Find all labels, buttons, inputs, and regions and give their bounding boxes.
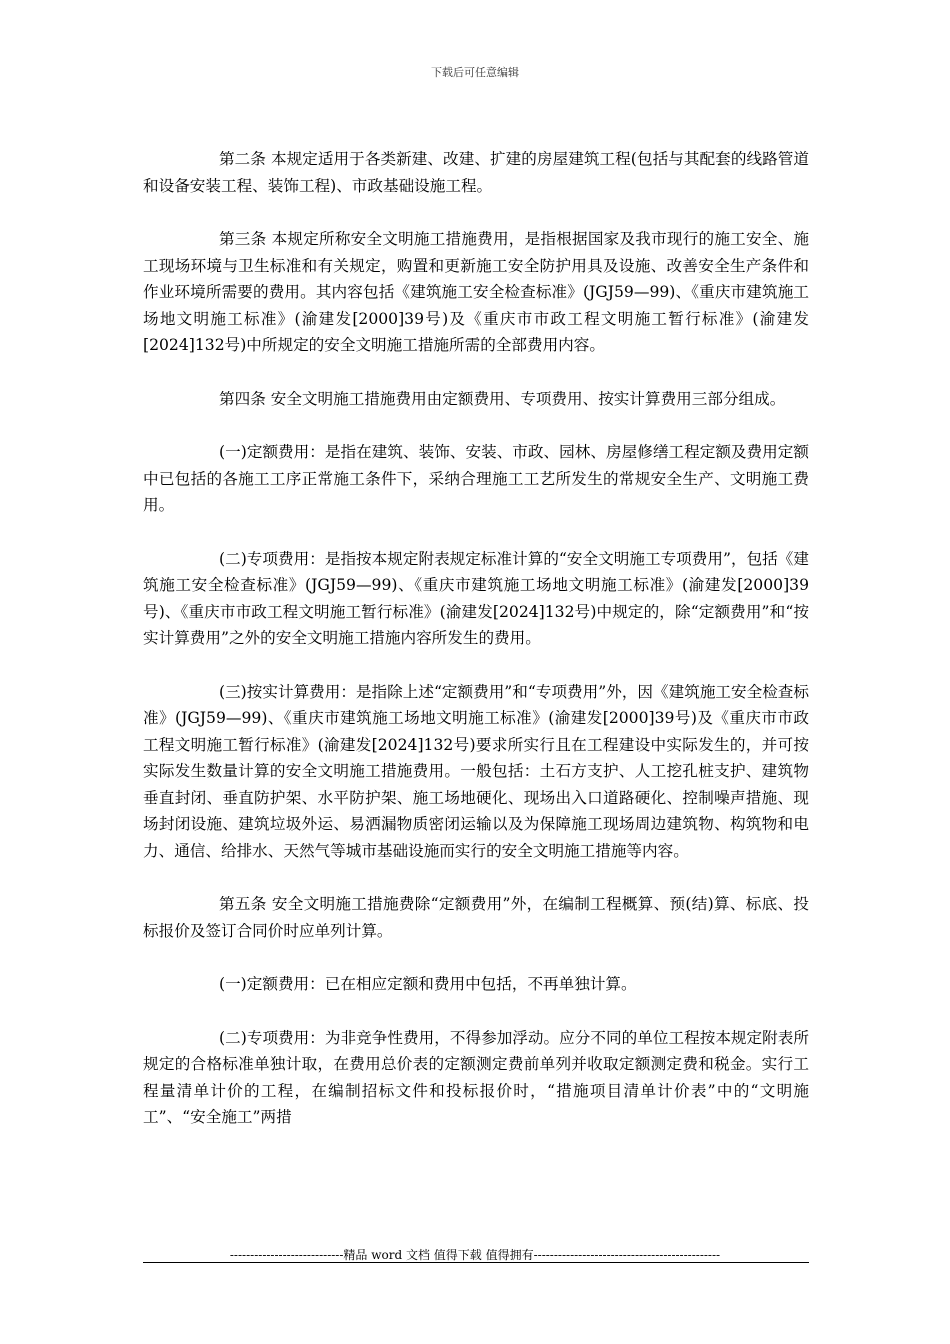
paragraph-article-4-item-1: (一)定额费用：是指在建筑、装饰、安装、市政、园林、房屋修缮工程定额及费用定额中已包括的各施工工序正常施工条件下，采纳合理施工工艺所发生的常规安全生产、文明施工费用。 xyxy=(143,443,809,514)
paragraph-article-5-item-2: (二)专项费用：为非竞争性费用，不得参加浮动。应分不同的单位工程按本规定附表所规定的合格标准单独计取，在费用总价表的定额测定费前单列并收取定额测定费和税金。实行工程量清单计价的工程，在编制招标文件和投标报价时，“措施项目清单计价表”中的“文明施工”、“安全施工”两措 xyxy=(143,1028,809,1126)
document-body xyxy=(143,146,809,1158)
paragraph-article-4-item-3: (三)按实计算费用：是指除上述“定额费用”和“专项费用”外，因《建筑施工安全检查标准》(JGJ59—99)、《重庆市建筑施工场地文明施工标准》(渝建发[2000]39号)及《重庆市市政工程文明施工暂行标准》(渝建发[2024]132号)要求所实行且在工程建设中实际发生的，并可按实际发生数量计算的安全文明施工措施费用。一般包括：土石方支护、人工挖孔桩支护、建筑物垂直封闭、垂直防护架、水平防护架、施工场地硬化、现场出入口道路硬化、控制噪声措施、现场封闭设施、建筑垃圾外运、易洒漏物质密闭运输以及为保障施工现场周边建筑物、构筑物和电力、通信、给排水、天然气等城市基础设施而实行的安全文明施工措施等内容。 xyxy=(143,682,809,860)
paragraph-article-5-item-1: (一)定额费用：已在相应定额和费用中包括，不再单独计算。 xyxy=(219,975,637,993)
page-footer: ----------------------------精品 word 文档 值得下载 值得拥有---------------------------------------------- xyxy=(229,1248,721,1262)
page-header: 下载后可任意编辑 xyxy=(431,66,519,79)
paragraph-article-4: 第四条 安全文明施工措施费用由定额费用、专项费用、按实计算费用三部分组成。 xyxy=(219,389,786,408)
paragraph-article-3: 第三条 本规定所称安全文明施工措施费用，是指根据国家及我市现行的施工安全、施工现场环境与卫生标准和有关规定，购置和更新施工安全防护用具及设施、改善安全生产条件和作业环境所需要的费用。其内容包括《建筑施工安全检查标准》(JGJ59—99)、《重庆市建筑施工场地文明施工标准》(渝建发[2000]39号)及《重庆市市政工程文明施工暂行标准》(渝建发[2024]132号)中所规定的安全文明施工措施所需的全部费用内容。 xyxy=(143,230,809,354)
paragraph-article-4-item-2: (二)专项费用：是指按本规定附表规定标准计算的“安全文明施工专项费用”，包括《建筑施工安全检查标准》(JGJ59—99)、《重庆市建筑施工场地文明施工标准》(渝建发[2000]39号)、《重庆市市政工程文明施工暂行标准》(渝建发[2024]132号)中规定的，除“定额费用”和“按实计算费用”之外的安全文明施工措施内容所发生的费用。 xyxy=(143,549,809,647)
paragraph-article-2: 第二条 本规定适用于各类新建、改建、扩建的房屋建筑工程(包括与其配套的线路管道和设备安装工程、装饰工程)、市政基础设施工程。 xyxy=(143,150,809,195)
footer-divider xyxy=(143,1262,809,1263)
paragraph-article-5: 第五条 安全文明施工措施费除“定额费用”外，在编制工程概算、预(结)算、标底、投标报价及签订合同价时应单列计算。 xyxy=(143,895,809,940)
